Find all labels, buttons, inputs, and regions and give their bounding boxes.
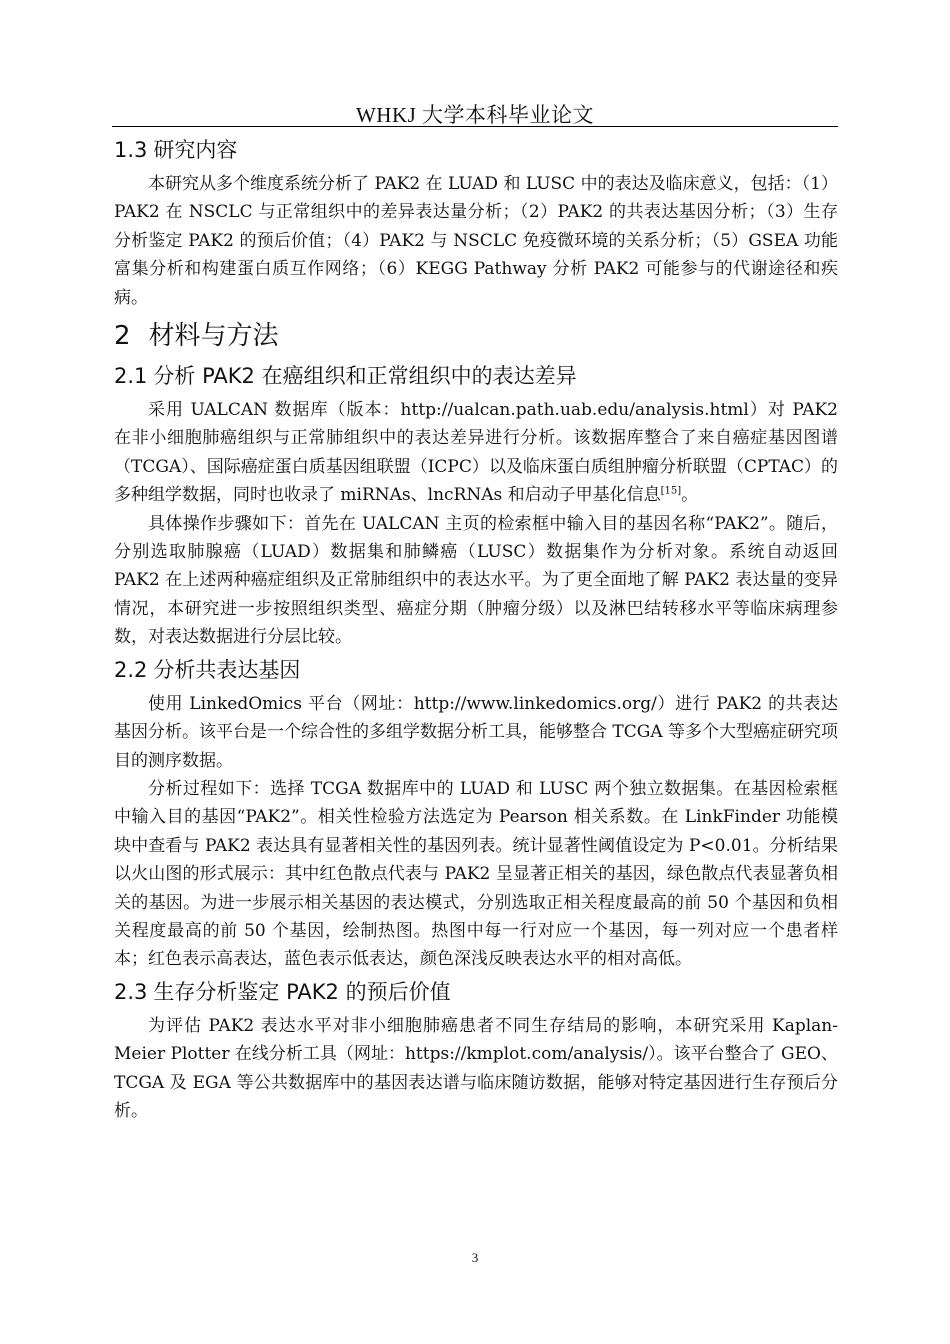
header-rule [112, 126, 838, 127]
section-heading-1-3 [114, 134, 838, 166]
section-heading-2-3 [114, 976, 838, 1008]
page-content [114, 132, 838, 1125]
section-title: 分析共表达基因 [153, 657, 301, 682]
running-header: WHKJ 大学本科毕业论文 [355, 104, 595, 126]
section-number: 2.2 [114, 657, 148, 682]
section-number: 2.3 [114, 979, 148, 1004]
chapter-title: 材料与方法 [148, 321, 279, 352]
paragraph-end: 。 [681, 485, 699, 506]
section-heading-2-2 [114, 654, 838, 686]
section-heading-2-1 [114, 360, 838, 392]
section-title: 分析 PAK2 在癌组织和正常组织中的表达差异 [153, 364, 577, 389]
section-title: 生存分析鉴定 PAK2 的预后价值 [153, 979, 451, 1004]
paragraph [114, 396, 838, 510]
chapter-heading-2 [114, 316, 838, 356]
paragraph: 本研究从多个维度系统分析了 PAK2 在 LUAD 和 LUSC 中的表达及临床意义，包括：（1）PAK2 在 NSCLC 与正常组织中的差异表达量分析；（2）PAK2 的共表达基因分析；（3）生存分析鉴定 PAK2 的预后价值；（4）PAK2 与 NSCLC 免疫微环境的关系分析；（5）GSEA 功能富集分析和构建蛋白质互作网络；（6）KEGG Pathway 分析 PAK2 可能参与的代谢途径和疾病。 [114, 174, 838, 308]
page-number: 3 [471, 1250, 479, 1265]
chapter-number: 2 [114, 321, 131, 352]
section-number: 2.1 [114, 364, 148, 389]
citation-ref: [15] [660, 485, 682, 497]
section-number: 1.3 [114, 138, 148, 162]
section-title: 研究内容 [153, 138, 238, 162]
paragraph-text: 采用 UALCAN 数据库（版本：http://ualcan.path.uab.edu/analysis.html）对 PAK2 在非小细胞肺癌组织与正常肺组织中的表达差异进行分析。该数据库整合了来自癌症基因图谱（TCGA）、国际癌症蛋白质基因组联盟（ICPC）以及临床蛋白质组肿瘤分析联盟（CPTAC）的多种组学数据，同时也收录了 miRNAs、lncRNAs 和启动子甲基化信息 [114, 400, 839, 506]
paragraph: 为评估 PAK2 表达水平对非小细胞肺癌患者不同生存结局的影响，本研究采用 Kaplan-Meier Plotter 在线分析工具（网址：https://kmplot.com/analysis/）。该平台整合了 GEO、TCGA 及 EGA 等公共数据库中的基因表达谱与临床随访数据，能够对特定基因进行生存预后分析。 [114, 1015, 838, 1121]
paragraph: 使用 LinkedOmics 平台（网址：http://www.linkedomics.org/）进行 PAK2 的共表达基因分析。该平台是一个综合性的多组学数据分析工具，能够整合 TCGA 等多个大型癌症研究项目的测序数据。 [114, 693, 839, 771]
paragraph: 分析过程如下：选择 TCGA 数据库中的 LUAD 和 LUSC 两个独立数据集。在基因检索框中输入目的基因“PAK2”。相关性检验方法选定为 Pearson 相关系数。在 LinkFinder 功能模块中查看与 PAK2 表达具有显著相关性的基因列表。统计显著性阈值设定为 P<0.01。分析结果以火山图的形式展示：其中红色散点代表与 PAK2 呈显著正相关的基因，绿色散点代表显著负相关的基因。为进一步展示相关基因的表达模式，分别选取正相关程度最高的前 50 个基因和负相关程度最高的前 50 个基因，绘制热图。热图中每一行对应一个基因，每一列对应一个患者样本；红色表示高表达，蓝色表示低表达，颜色深浅反映表达水平的相对高低。 [114, 778, 838, 970]
paragraph: 具体操作步骤如下：首先在 UALCAN 主页的检索框中输入目的基因名称“PAK2”。随后，分别选取肺腺癌（LUAD）数据集和肺鳞癌（LUSC）数据集作为分析对象。系统自动返回 PAK2 在上述两种癌症组织及正常肺组织中的表达水平。为了更全面地了解 PAK2 表达量的变异情况，本研究进一步按照组织类型、癌症分期（肿瘤分级）以及淋巴结转移水平等临床病理参数，对表达数据进行分层比较。 [114, 513, 838, 648]
